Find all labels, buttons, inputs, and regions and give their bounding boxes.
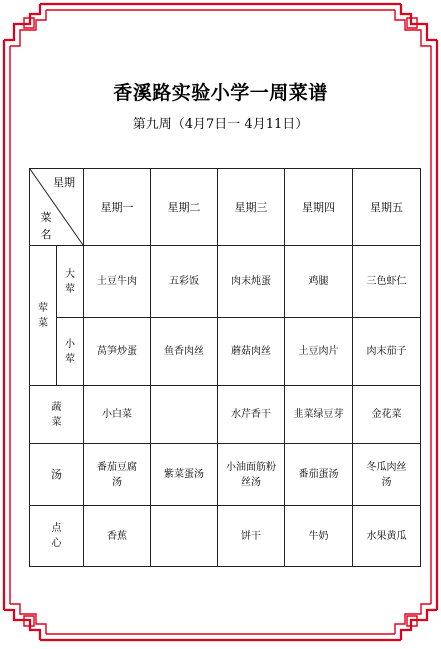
dish-cell: 蘑菇肉丝: [218, 318, 285, 386]
page-title: 香溪路实验小学一周菜谱: [113, 82, 328, 104]
day-header-tue: 星期二: [151, 169, 218, 246]
menu-table: [29, 168, 421, 567]
corner-weekday-label: 星期: [53, 176, 75, 189]
day-header-wed: 星期三: [218, 169, 285, 246]
dish-cell: 土豆肉片: [285, 318, 353, 386]
dish-cell: 鸡腿: [285, 246, 353, 318]
dish-cell: 小油面筋粉 丝汤: [218, 444, 285, 506]
day-header-mon: 星期一: [84, 169, 151, 246]
dish-cell: 肉末茄子: [353, 318, 421, 386]
dish-cell: 水果黄瓜: [353, 506, 421, 567]
dish-cell: 韭菜绿豆芽: [285, 386, 353, 444]
table-header-row: [30, 169, 421, 246]
dish-cell: 牛奶: [285, 506, 353, 567]
table-row: [30, 386, 421, 444]
category-soup: 汤: [30, 444, 84, 506]
category-meat: 荤 菜: [30, 246, 57, 386]
day-header-thu: 星期四: [285, 169, 353, 246]
dish-cell: 水芹香干: [218, 386, 285, 444]
dish-cell: 紫菜蛋汤: [151, 444, 218, 506]
dish-cell: 番茄蛋汤: [285, 444, 353, 506]
subcategory-small-meat: 小 荤: [57, 318, 84, 386]
category-snack: 点 心: [30, 506, 84, 567]
dish-cell: 肉末炖蛋: [218, 246, 285, 318]
table-row: [30, 318, 421, 386]
subcategory-big-meat: 大 荤: [57, 246, 84, 318]
header-corner-cell: [30, 169, 84, 246]
dish-cell: 鱼香肉丝: [151, 318, 218, 386]
dish-cell: 莴笋炒蛋: [84, 318, 151, 386]
day-header-fri: 星期五: [353, 169, 421, 246]
dish-cell: 冬瓜肉丝 汤: [353, 444, 421, 506]
table-row: [30, 246, 421, 318]
dish-cell: 饼干: [218, 506, 285, 567]
dish-cell: 五彩饭: [151, 246, 218, 318]
table-row: [30, 444, 421, 506]
dish-cell: 金花菜: [353, 386, 421, 444]
category-vegetable: 蔬 菜: [30, 386, 84, 444]
dish-cell: 香蕉: [84, 506, 151, 567]
week-subtitle: 第九周（4月7日一 4月11日）: [132, 117, 309, 132]
corner-dish-label: 菜 名: [40, 211, 52, 241]
dish-cell: [151, 386, 218, 444]
dish-cell: 番茄豆腐 汤: [84, 444, 151, 506]
dish-cell: 土豆牛肉: [84, 246, 151, 318]
dish-cell: [151, 506, 218, 567]
table-row: [30, 506, 421, 567]
dish-cell: 三色虾仁: [353, 246, 421, 318]
dish-cell: 小白菜: [84, 386, 151, 444]
